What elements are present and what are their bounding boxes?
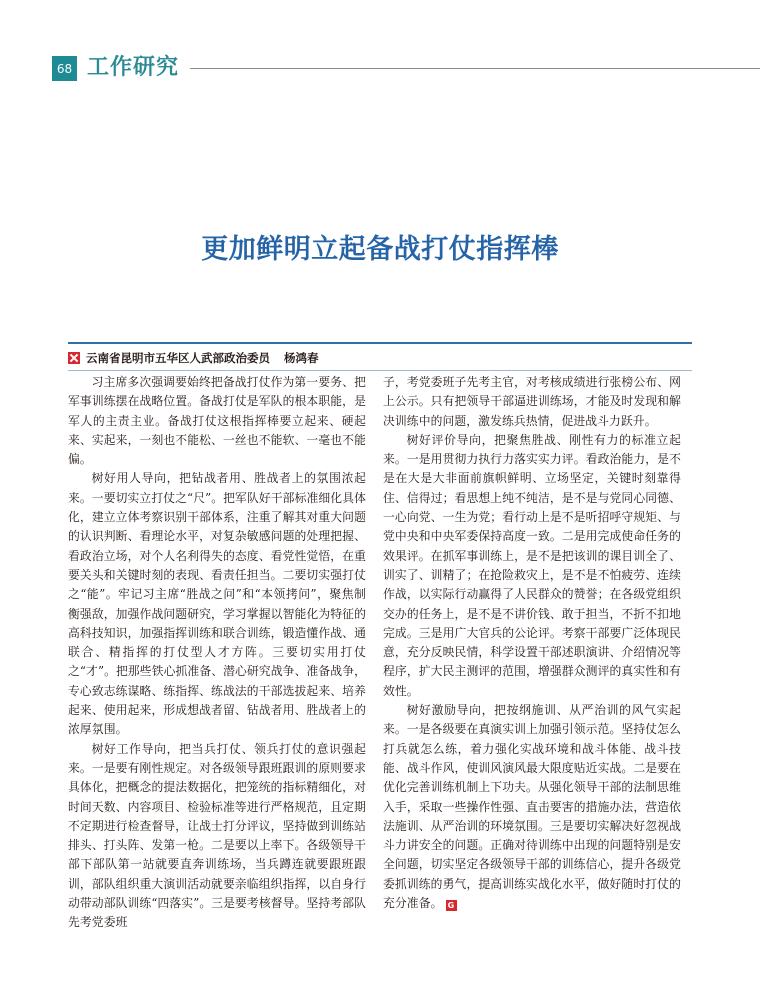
byline-marker-icon — [68, 352, 80, 364]
right-column — [383, 373, 681, 913]
byline — [68, 348, 319, 368]
article-title: 更加鲜明立起备战打仗指挥棒 — [201, 234, 559, 265]
paragraph: 习主席多次强调要始终把备战打仗作为第一要务、把军事训练摆在战略位置。备战打仗是军队的根本职能，是军人的主责主业。备战打仗这根指挥棒要立起来、硬起来、实起来，一刻也不能松、一丝也不能软、一毫也不能偏。 — [68, 375, 366, 467]
paragraph: 树好用人导向，把钻战者用、胜战者上的氛围浓起来。一要切实立打仗之“尺”。把军队好干部标准细化具体化，建立立体考察识别干部体系，注重了解其对重大问题的认识判断、看理论水平，对复杂敏感问题的处理把握、看政治立场，对个人名利得失的态度、看党性觉悟，在重要关头和关键时刻的表现、看责任担当。二要切实强打仗之“能”。牢记习主席“胜战之问”和“本领拷问”，聚焦制衡强敌，加强作战问题研究，学习掌握以智能化为特征的高科技知识，加强指挥训练和联合训练，锻造懂作战、通联合、精指挥的打仗型人才方阵。三要切实用打仗之“才”。把那些铁心抓准备、潜心研究战争、准备战争，专心致志练谋略、练指挥、练战法的干部选拔起来、培养起来、使用起来，形成想战者留、钻战者用、胜战者上的浓厚氛围。 — [68, 471, 366, 737]
end-mark-icon: G — [446, 900, 457, 911]
author-organization: 云南省昆明市五华区人武部政治委员 — [86, 351, 270, 365]
header-divider — [190, 68, 760, 69]
byline-bottom-divider — [68, 370, 692, 371]
author-name: 杨鸿春 — [284, 351, 319, 365]
page-number: 68 — [52, 56, 77, 81]
section-title: 工作研究 — [87, 55, 180, 80]
paragraph: 子，考党委班子先考主官，对考核成绩进行张榜公布、网上公示。只有把领导干部逼进训练场，才能及时发现和解决训练中的问题，激发练兵热情，促进战斗力跃升。 — [383, 375, 681, 428]
paragraph: 树好评价导向，把聚焦胜战、刚性有力的标准立起来。一是用贯彻力执行力落实实力评。看政治能力，是不是在大是大非面前旗帜鲜明、立场坚定，关键时刻靠得住、信得过；看思想上纯不纯洁，是不是与党同心同德、一心向党、一生为党；看行动上是不是听招呼守规矩、与党中央和中央军委保持高度一致。二是用完成使命任务的效果评。在抓军事训练上，是不是把该训的课目训全了、训实了、训精了；在抢险救灾上，是不是不怕疲劳、连续作战，以实际行动赢得了人民群众的赞誉；在各级党组织交办的任务上，是不是不讲价钱、敢于担当，不折不扣地完成。三是用广大官兵的公论评。考察干部要广泛体现民意，充分反映民情，科学设置干部述职演讲、介绍情况等程序，扩大民主测评的范围，增强群众测评的真实性和有效性。 — [383, 432, 681, 698]
byline-top-divider — [68, 342, 692, 344]
paragraph: 树好工作导向，把当兵打仗、领兵打仗的意识强起来。一是要有刚性规定。对各级领导跟班跟训的原则要求具体化，把概念的提法数据化，把笼统的指标精细化，对时间天数、内容项目、检验标准等进行严格规范，且定期不定期进行检查督导，让战士打分评议，坚持做到训练站排头、打头阵、发第一枪。二是要以上率下。各级领导干部下部队第一站就要直奔训练场，当兵蹲连就要跟班跟训，部队组织重大演训活动就要亲临组织指挥，以自身行动带动部队训练“四落实”。三是要考核督导。坚持考部队先考党委班 — [68, 741, 366, 930]
paragraph-text: 树好激励导向，把按纲施训、从严治训的风气实起来。一是各级要在真演实训上加强引领示范。坚持仗怎么打兵就怎么练，着力强化实战环境和战斗体能、战斗技能、战斗作风，使训风演风最大限度贴近实战。二是要在优化完善训练机制上下功夫。从强化领导干部的法制思维入手，采取一些操作性强、直击要害的措施办法，营造依法施训、从严治训的环境氛围。三是要切实解决好忽视战斗力讲安全的问题。正确对待训练中出现的问题特别是安全问题，切实坚定各级领导干部的训练信心，提升各级党委抓训练的勇气，提高训练实战化水平，做好随时打仗的充分准备。 — [383, 703, 681, 911]
left-column — [68, 373, 366, 933]
last-paragraph — [383, 701, 681, 913]
page-header — [0, 0, 760, 100]
